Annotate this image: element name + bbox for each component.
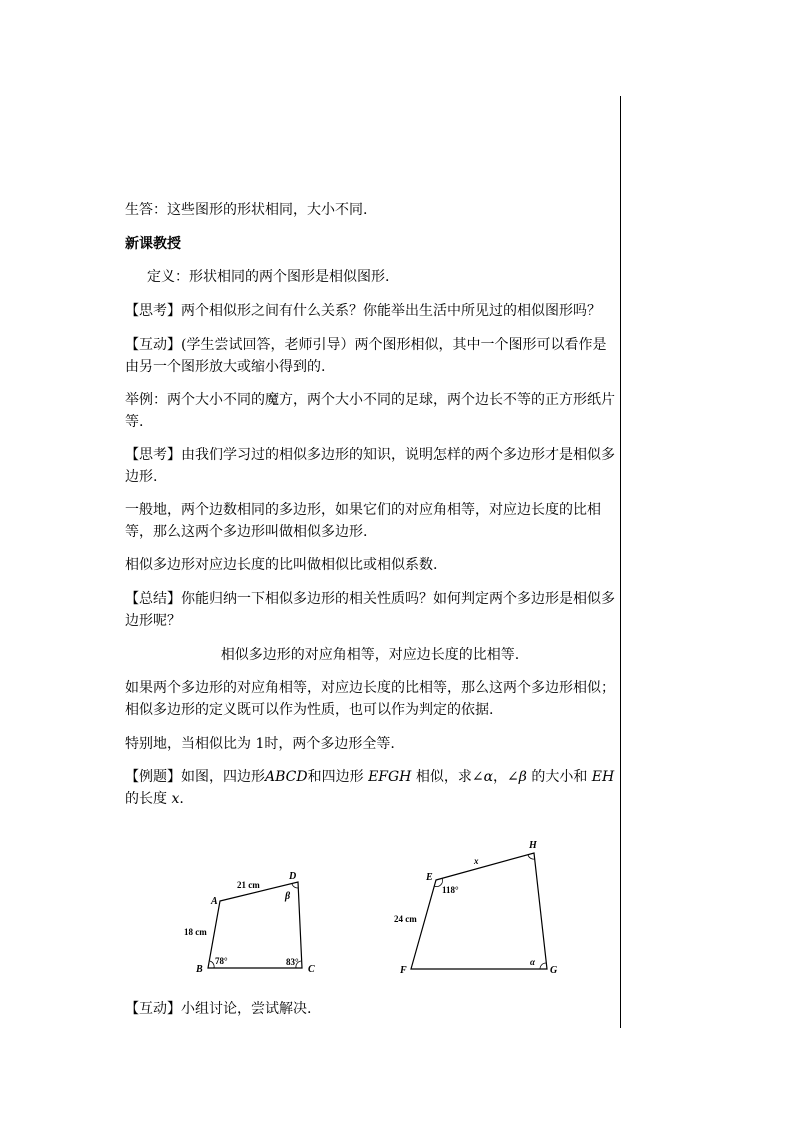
quadrilateral-abcd: [175, 862, 335, 982]
angle-c-value: 83°: [286, 957, 299, 967]
side-eh-length: x: [474, 856, 479, 866]
angle-b-value: 78°: [215, 956, 228, 966]
example-list: 举例：两个大小不同的魔方，两个大小不同的足球，两个边长不等的正方形纸片等.: [125, 392, 615, 430]
definition: 定义：形状相同的两个图形是相似图形.: [147, 269, 390, 285]
general-definition: 一般地，两个边数相同的多边形，如果它们的对应角相等，对应边长度的比相等，那么这两个多边形叫做相似多边形.: [125, 502, 601, 540]
angle-e-value: 118°: [442, 885, 459, 895]
label-a: A: [211, 896, 218, 907]
summary: 【总结】你能归纳一下相似多边形的相关性质吗？如何判定两个多边形是相似多边形呢？: [125, 591, 615, 629]
label-d: D: [289, 871, 297, 882]
quadrilateral-efgh: [390, 834, 575, 980]
angle-d-value: β: [285, 891, 291, 902]
side-ad-length: 21 cm: [237, 880, 260, 890]
interact-1: 【互动】(学生尝试回答，老师引导）两个图形相似，其中一个图形可以看作是由另一个图形放大或缩小得到的.: [125, 337, 607, 375]
label-h: H: [529, 840, 537, 851]
student-answer: 生答：这些图形的形状相同，大小不同.: [125, 202, 368, 218]
judgement: 如果两个多边形的对应角相等，对应边长度的比相等，那么这两个多边形相似；相似多边形的定义既可以作为性质，也可以作为判定的依据.: [125, 680, 615, 718]
margin-line: [620, 96, 621, 1028]
angle-g-value: α: [530, 957, 535, 967]
label-e: E: [426, 872, 433, 883]
example-problem: 【例题】如图，四边形ABCD和四边形 EFGH 相似，求∠α，∠β 的大小和 EH 的长度 x.: [125, 769, 615, 807]
side-ab-length: 18 cm: [184, 927, 207, 937]
interact-2: 【互动】小组讨论，尝试解决.: [125, 1001, 312, 1017]
label-b: B: [196, 964, 203, 975]
special-case: 特别地，当相似比为 1时，两个多边形全等.: [125, 736, 395, 752]
think-2: 【思考】由我们学习过的相似多边形的知识，说明怎样的两个多边形才是相似多边形.: [125, 447, 615, 485]
label-g: G: [550, 965, 558, 976]
label-f: F: [400, 965, 407, 976]
label-c: C: [308, 964, 315, 975]
property: 相似多边形的对应角相等，对应边长度的比相等.: [220, 647, 520, 663]
think-1: 【思考】两个相似形之间有什么关系？你能举出生活中所见过的相似图形吗？: [125, 303, 601, 319]
side-ef-length: 24 cm: [394, 914, 417, 924]
angle-d-arc: [292, 884, 298, 888]
similarity-ratio: 相似多边形对应边长度的比叫做相似比或相似系数.: [125, 557, 438, 573]
section-heading: 新课教授: [125, 236, 181, 252]
efgh-outline: [411, 853, 547, 969]
angle-b-arc: [210, 961, 214, 968]
angle-g-arc: [540, 963, 546, 969]
